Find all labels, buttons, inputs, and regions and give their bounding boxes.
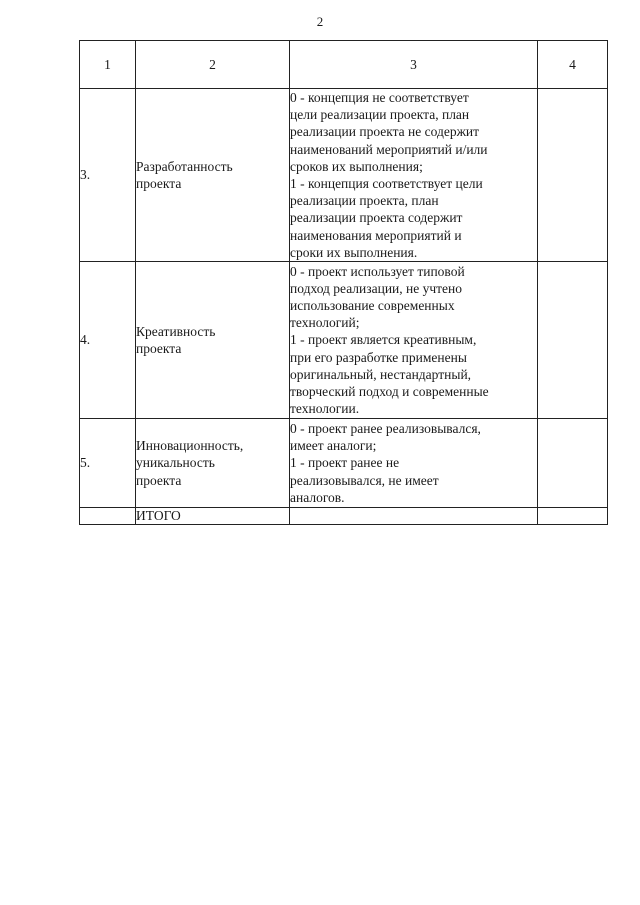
- score-option-0: 0 - проект использует типовой подход реализации, не учтено использование современных технологий;: [290, 263, 465, 331]
- column-header-1: 1: [80, 41, 136, 89]
- total-row: [80, 508, 608, 525]
- score-option-1: 1 - концепция соответствует цели реализации проекта, план реализации проекта содержит наименования мероприятий и сроки их выполнения.: [290, 176, 483, 260]
- table-header-row: [80, 41, 608, 89]
- criterion-number: 5.: [80, 419, 136, 508]
- criterion-name: Разработанность проекта: [136, 89, 290, 262]
- criterion-name: Креативность проекта: [136, 262, 290, 419]
- score-option-0: 0 - концепция не соответствует цели реализации проекта, план реализации проекта не содержит наименований мероприятий и/или сроков их выполнения;: [290, 90, 488, 174]
- criterion-description: [290, 419, 538, 508]
- score-option-0: 0 - проект ранее реализовывался, имеет аналоги;: [290, 421, 481, 454]
- criterion-score-cell: [538, 262, 608, 419]
- total-label: ИТОГО: [136, 508, 290, 525]
- criterion-name: Инновационность, уникальность проекта: [136, 419, 290, 508]
- total-score-cell: [538, 508, 608, 525]
- criterion-number: 4.: [80, 262, 136, 419]
- total-description-cell: [290, 508, 538, 525]
- table-row: [80, 262, 608, 419]
- column-header-3: 3: [290, 41, 538, 89]
- criterion-description: [290, 262, 538, 419]
- column-header-2: 2: [136, 41, 290, 89]
- score-option-1: 1 - проект ранее не реализовывался, не имеет аналогов.: [290, 455, 439, 505]
- criterion-description: [290, 89, 538, 262]
- total-number-cell: [80, 508, 136, 525]
- criterion-score-cell: [538, 89, 608, 262]
- criterion-score-cell: [538, 419, 608, 508]
- score-option-1: 1 - проект является креативным, при его разработке применены оригинальный, нестандартный, творческий подход и современные технологии.: [290, 332, 489, 417]
- table-row: [80, 419, 608, 508]
- table-row: [80, 89, 608, 262]
- evaluation-criteria-table: [79, 40, 608, 525]
- column-header-4: 4: [538, 41, 608, 89]
- criterion-number: 3.: [80, 89, 136, 262]
- page-number: 2: [316, 14, 324, 29]
